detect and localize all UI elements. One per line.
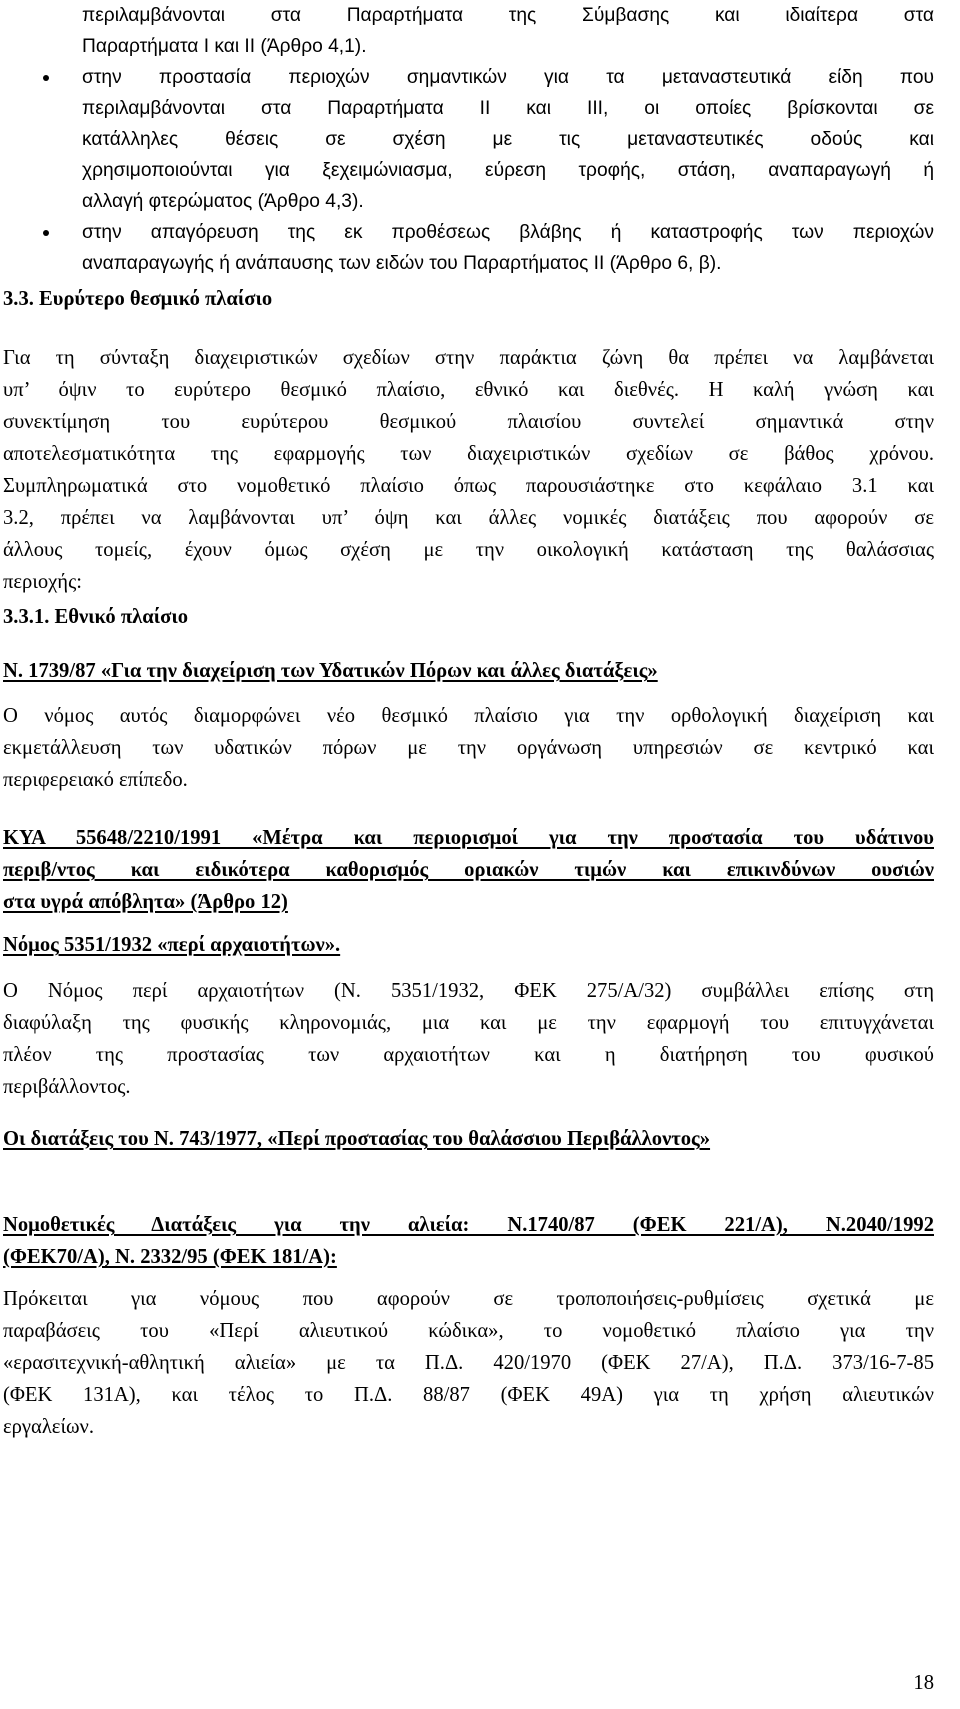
paragraph-line: (ΦΕΚ 131Α), και τέλος το Π.Δ. 88/87 (ΦΕΚ 49Α) για τη χρήση αλιευτικών	[3, 1384, 934, 1406]
bullet-migratory-line-4: χρησιμοποιούνται για ξεχειμώνιασμα, εύρεση τροφής, στάση, αναπαραγωγή ή	[82, 160, 934, 181]
paragraph-line: περιφερειακό επίπεδο.	[3, 769, 188, 791]
paragraph-line: Συμπληρωματικά στο νομοθετικό πλαίσιο όπως παρουσιάστηκε στο κεφάλαιο 3.1 και	[3, 475, 934, 497]
law-1739-heading	[3, 660, 658, 683]
law-5351-heading	[3, 934, 340, 957]
paragraph-line: εργαλείων.	[3, 1416, 95, 1438]
paragraph-line: εκμετάλλευση των υδατικών πόρων με την οργάνωση υπηρεσιών σε κεντρικό και	[3, 737, 934, 759]
paragraph-line: υπ’ όψιν το ευρύτερο θεσμικό πλαίσιο, εθνικό και διεθνές. Η καλή γνώση και	[3, 379, 934, 401]
bullet-prohibition-line-2: αναπαραγωγής ή ανάπαυσης των ειδών του Παραρτήματος ΙΙ (Άρθρο 6, β).	[82, 253, 722, 274]
bullet-dot	[43, 75, 49, 81]
kya-55648-heading	[3, 822, 934, 918]
paragraph-line: «ερασιτεχνική-αθλητική αλιεία» με τα Π.Δ. 420/1970 (ΦΕΚ 27/Α), Π.Δ. 373/16-7-85	[3, 1352, 934, 1374]
bullet-item-prohibition	[82, 217, 934, 279]
paragraph-line: περιβάλλοντος.	[3, 1076, 131, 1098]
fisheries-paragraph	[3, 1283, 934, 1443]
section-3-3-paragraph	[3, 342, 934, 598]
page-number: 18	[913, 1672, 934, 1694]
paragraph-line: Για τη σύνταξη διαχειριστικών σχεδίων στην παράκτια ζώνη θα πρέπει να λαμβάνεται	[3, 347, 934, 369]
fisheries-heading	[3, 1209, 934, 1273]
paragraph-line: περιοχής:	[3, 571, 82, 593]
bullet-migratory-line-3: κατάλληλες θέσεις σε σχέση με τις μεταναστευτικές οδούς και	[82, 129, 934, 150]
law-5351-title: Νόμος 5351/1932 «περί αρχαιοτήτων».	[3, 934, 341, 956]
bullet-intro-line-1: περιλαμβάνονται στα Παραρτήματα της Σύμβασης και ιδιαίτερα στα	[82, 5, 934, 26]
paragraph-line: άλλους τομείς, έχουν όμως σχέση με την οικολογική κατάσταση της θαλάσσιας	[3, 539, 934, 561]
law-743-title: Οι διατάξεις του Ν. 743/1977, «Περί προστασίας του θαλάσσιου Περιβάλλοντος»	[3, 1128, 711, 1150]
bullet-migratory-line-2: περιλαμβάνονται στα Παραρτήματα ΙΙ και ΙΙΙ, οι οποίες βρίσκονται σε	[82, 98, 934, 119]
fisheries-title-line-2: (ΦΕΚ70/Α), Ν. 2332/95 (ΦΕΚ 181/Α):	[3, 1246, 337, 1268]
bullet-migratory-line-5: αλλαγή φτερώματος (Άρθρο 4,3).	[82, 191, 364, 212]
bullet-item-migratory	[82, 62, 934, 217]
law-743-heading	[3, 1128, 710, 1151]
paragraph-line: συνεκτίμηση του ευρύτερου θεσμικού πλαισίου συντελεί σημαντικά στην	[3, 411, 934, 433]
kya-title-line-1: ΚΥΑ 55648/2210/1991 «Μέτρα και περιορισμοί για την προστασία του υδάτινου	[3, 827, 934, 849]
paragraph-line: πλέον της προστασίας των αρχαιοτήτων και η διατήρηση του φυσικού	[3, 1044, 934, 1066]
paragraph-line: Ο Νόμος περί αρχαιοτήτων (Ν. 5351/1932, ΦΕΚ 275/Α/32) συμβάλλει επίσης στη	[3, 980, 934, 1002]
bullet-intro-line-2: Παραρτήματα Ι και ΙΙ (Άρθρο 4,1).	[82, 36, 367, 57]
law-5351-paragraph	[3, 975, 934, 1103]
paragraph-line: αποτελεσματικότητα της εφαρμογής των διαχειριστικών σχεδίων σε βάθος χρόνου.	[3, 443, 934, 465]
bullet-prohibition-line-1: στην απαγόρευση της εκ προθέσεως βλάβης ή καταστροφής των περιοχών	[82, 222, 934, 243]
law-1739-title: Ν. 1739/87 «Για την διαχείριση των Υδατικών Πόρων και άλλες διατάξεις»	[3, 660, 658, 682]
bullet-dot	[43, 230, 49, 236]
paragraph-line: 3.2, πρέπει να λαμβάνονται υπ’ όψη και άλλες νομικές διατάξεις που αφορούν σε	[3, 507, 934, 529]
kya-title-line-2: περιβ/ντος και ειδικότερα καθορισμός οριακών τιμών και επικινδύνων ουσιών	[3, 859, 934, 881]
bullet-migratory-line-1: στην προστασία περιοχών σημαντικών για τα μεταναστευτικά είδη που	[82, 67, 934, 88]
paragraph-line: παραβάσεις του «Περί αλιευτικού κώδικα», το νομοθετικό πλαίσιο για την	[3, 1320, 934, 1342]
bullet-item-intro	[82, 0, 934, 62]
section-3-3-1-heading: 3.3.1. Εθνικό πλαίσιο	[3, 606, 189, 628]
fisheries-title-line-1: Νομοθετικές Διατάξεις για την αλιεία: Ν.1740/87 (ΦΕΚ 221/Α), Ν.2040/1992	[3, 1214, 934, 1236]
bullet-list	[82, 0, 934, 279]
paragraph-line: διαφύλαξη της φυσικής κληρονομιάς, μια και με την εφαρμογή του επιτυγχάνεται	[3, 1012, 934, 1034]
kya-title-line-3: στα υγρά απόβλητα» (Άρθρο 12)	[3, 891, 288, 913]
section-3-3-heading: 3.3. Ευρύτερο θεσμικό πλαίσιο	[3, 288, 273, 310]
paragraph-line: Πρόκειται για νόμους που αφορούν σε τροποποιήσεις-ρυθμίσεις σχετικά με	[3, 1288, 934, 1310]
paragraph-line: Ο νόμος αυτός διαμορφώνει νέο θεσμικό πλαίσιο για την ορθολογική διαχείριση και	[3, 705, 934, 727]
law-1739-paragraph	[3, 700, 934, 796]
